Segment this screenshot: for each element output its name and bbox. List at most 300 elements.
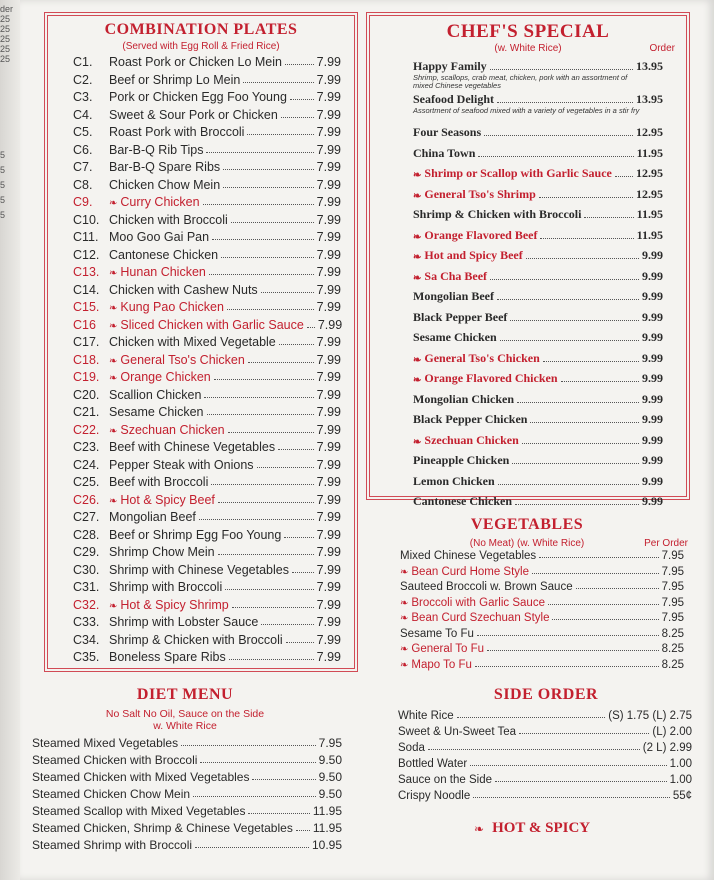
chef-item — [413, 92, 663, 107]
dot-leader — [247, 134, 313, 135]
combination-item — [73, 108, 341, 122]
pepper-icon: ❧ — [413, 375, 422, 386]
diet-section — [20, 684, 350, 874]
chef-item — [413, 289, 663, 304]
side-section — [396, 684, 696, 804]
item-price: 9.99 — [642, 432, 663, 447]
vegetable-item — [400, 612, 684, 624]
item-description: Assortment of seafood mixed with a variety of vegetables in a stir fry — [413, 106, 640, 115]
item-code: C2. — [73, 72, 93, 87]
item-price: 8.25 — [661, 643, 684, 655]
dot-leader — [539, 197, 633, 198]
item-code: C27. — [73, 510, 100, 524]
dot-leader — [223, 169, 314, 170]
dot-leader — [457, 717, 606, 718]
item-name: Crispy Noodle — [398, 790, 471, 802]
side-item — [398, 790, 692, 802]
dot-leader — [296, 830, 310, 831]
dot-leader — [207, 414, 314, 415]
edge-text: 5 — [0, 150, 6, 160]
dot-leader — [539, 557, 658, 558]
dot-leader — [199, 519, 314, 520]
chef-item — [413, 392, 663, 407]
dot-leader — [576, 588, 659, 589]
item-price: 7.99 — [316, 597, 341, 612]
dot-leader — [543, 361, 639, 362]
item-name: Shrimp Chow Mein — [109, 545, 215, 559]
item-price: 9.99 — [642, 371, 663, 385]
item-name: Beef or Shrimp Lo Mein — [109, 72, 241, 87]
combination-item — [73, 388, 341, 402]
item-price: 7.99 — [316, 405, 341, 419]
item-name: Moo Goo Gai Pan — [109, 230, 210, 244]
diet-item — [32, 821, 342, 835]
dot-leader — [495, 781, 667, 782]
dot-leader — [248, 813, 309, 814]
combination-item — [73, 353, 341, 367]
item-price: 7.99 — [316, 195, 341, 209]
item-price: 9.50 — [318, 770, 342, 784]
item-name: Sesame Chicken — [413, 330, 497, 344]
dot-leader — [212, 239, 314, 240]
chef-item — [413, 433, 663, 448]
dot-leader — [615, 176, 633, 177]
item-name: Orange Flavored Chicken — [424, 371, 558, 385]
item-name: Bean Curd Home Style — [411, 565, 530, 578]
dot-leader — [497, 102, 633, 103]
side-item — [398, 726, 692, 738]
edge-text: der — [0, 4, 14, 14]
item-price: 7.99 — [316, 370, 341, 384]
item-price: 7.95 — [661, 581, 684, 593]
chef-order-label: Order — [649, 43, 675, 54]
item-name: General To Fu — [411, 643, 485, 655]
dot-leader — [257, 467, 314, 468]
dot-leader — [285, 64, 314, 65]
dot-leader — [487, 650, 659, 651]
pepper-icon: ❧ — [400, 659, 409, 671]
item-price: 12.95 — [636, 166, 663, 180]
item-price: 12.95 — [636, 186, 663, 201]
item-price: 7.99 — [316, 580, 341, 594]
item-name: Szechuan Chicken — [120, 422, 225, 437]
item-price: 7.99 — [316, 90, 341, 104]
item-code: C28. — [73, 527, 100, 542]
diet-item — [32, 753, 342, 767]
side-item — [398, 758, 692, 770]
dot-leader — [490, 69, 633, 70]
item-name: Four Seasons — [413, 125, 482, 139]
diet-subtitle-1: No Salt No Oil, Sauce on the Side — [105, 708, 265, 720]
item-name: Soda — [398, 742, 425, 754]
edge-text: 25 — [0, 24, 11, 34]
dot-leader — [278, 449, 314, 450]
item-name: Hot & Spicy Beef — [120, 492, 215, 507]
item-code: C17. — [73, 335, 100, 349]
dot-leader — [231, 222, 314, 223]
item-name: Black Pepper Beef — [413, 309, 508, 324]
chef-item — [413, 269, 663, 284]
item-price: 7.99 — [316, 615, 341, 629]
item-price: 9.99 — [642, 248, 663, 262]
diet-subtitle-2: w. White Rice — [153, 720, 217, 732]
dot-leader — [522, 443, 639, 444]
item-name: Sweet & Un-Sweet Tea — [398, 726, 517, 738]
item-price: 7.99 — [316, 300, 341, 314]
edge-text: 5 — [0, 165, 6, 175]
pepper-icon: ❧ — [413, 252, 422, 263]
combination-title: COMBINATION PLATES — [104, 21, 298, 38]
item-code: C9. — [73, 195, 93, 209]
dot-leader — [515, 504, 639, 505]
dot-leader — [195, 847, 309, 848]
vegetable-item — [400, 597, 684, 609]
combination-item — [73, 528, 341, 542]
item-price: 9.99 — [642, 391, 663, 406]
dot-leader — [204, 397, 313, 398]
combination-item — [73, 73, 341, 87]
item-price: 11.95 — [636, 145, 663, 160]
chef-item — [413, 125, 663, 140]
combination-item — [73, 230, 341, 244]
dot-leader — [261, 624, 313, 625]
combination-item — [73, 195, 341, 209]
item-price: 7.99 — [316, 352, 341, 367]
item-price: 7.99 — [316, 212, 341, 227]
item-code: C4. — [73, 107, 93, 122]
item-name: Sauce on the Side — [398, 774, 492, 786]
item-price: 7.95 — [318, 736, 342, 750]
item-price: 7.99 — [316, 422, 341, 437]
chef-item — [413, 351, 663, 366]
item-name: Hunan Chicken — [120, 265, 206, 279]
item-name: Steamed Mixed Vegetables — [32, 736, 179, 750]
item-name: Bar-B-Q Rib Tips — [109, 142, 204, 157]
pepper-icon: ❧ — [413, 190, 422, 202]
combination-item — [73, 160, 341, 174]
dot-leader — [484, 135, 633, 136]
combination-item — [73, 598, 341, 612]
chef-item — [413, 207, 663, 222]
item-name: Chicken Chow Mein — [109, 177, 221, 192]
dot-leader — [232, 607, 314, 608]
combination-item — [73, 650, 341, 664]
dot-leader — [428, 749, 640, 750]
item-price: 7.99 — [316, 562, 341, 577]
dot-leader — [200, 762, 315, 763]
item-name: Sweet & Sour Pork or Chicken — [109, 107, 278, 122]
item-price: 7.99 — [316, 440, 341, 454]
pepper-icon: ❧ — [109, 373, 118, 384]
dot-leader — [218, 554, 314, 555]
side-item — [398, 742, 692, 754]
item-price: 9.99 — [642, 289, 663, 303]
dot-leader — [497, 299, 639, 300]
item-name: Steamed Scallop with Mixed Vegetables — [32, 804, 246, 818]
item-price: 8.25 — [661, 627, 684, 640]
edge-text: 25 — [0, 14, 11, 24]
chef-item — [413, 330, 663, 345]
item-name: Mapo To Fu — [411, 658, 472, 671]
combination-item — [73, 580, 341, 594]
dot-leader — [218, 502, 314, 503]
item-name: Mongolian Beef — [109, 510, 196, 524]
dot-leader — [225, 589, 313, 590]
dot-leader — [517, 402, 639, 403]
item-name: General Tso's Shrimp — [424, 186, 536, 201]
dot-leader — [477, 635, 659, 636]
pepper-icon: ❧ — [474, 821, 485, 836]
item-price: 7.99 — [316, 335, 341, 349]
item-code: C3. — [73, 90, 93, 104]
item-name: Mongolian Beef — [413, 289, 494, 303]
side-item — [398, 774, 692, 786]
item-name: Scallion Chicken — [109, 387, 202, 402]
item-name: Bean Curd Szechuan Style — [411, 612, 550, 624]
vegetables-order-label: Per Order — [644, 538, 688, 549]
item-name: Mixed Chinese Vegetables — [400, 550, 537, 562]
item-price: (S) 1.75 (L) 2.75 — [608, 710, 692, 722]
combination-item — [73, 300, 341, 314]
item-price: 9.99 — [642, 453, 663, 467]
hot-spicy-label: HOT & SPICY — [492, 820, 591, 836]
dot-leader — [473, 797, 670, 798]
item-price: (2 L) 2.99 — [642, 742, 692, 754]
item-price: 1.00 — [669, 758, 692, 770]
dot-leader — [500, 340, 639, 341]
combination-item — [73, 545, 341, 559]
vegetable-item — [400, 643, 684, 655]
vegetable-item — [400, 581, 684, 593]
diet-item — [32, 770, 342, 784]
dot-leader — [540, 238, 633, 239]
pepper-icon: ❧ — [109, 198, 118, 209]
item-name: Shrimp or Scallop with Garlic Sauce — [424, 166, 612, 180]
chef-title: CHEF'S SPECIAL — [446, 21, 610, 42]
item-name: Steamed Chicken, Shrimp & Chinese Vegetables — [32, 821, 293, 835]
pepper-icon: ❧ — [400, 566, 409, 578]
dot-leader — [470, 765, 666, 766]
pepper-icon: ❧ — [109, 495, 118, 507]
item-name: Bottled Water — [398, 758, 468, 770]
item-code: C26. — [73, 492, 100, 507]
dot-leader — [243, 82, 313, 83]
pepper-icon: ❧ — [413, 272, 422, 284]
dot-leader — [221, 257, 314, 258]
chef-special-box — [366, 12, 690, 508]
item-name: Sauteed Broccoli w. Brown Sauce — [400, 581, 573, 593]
pepper-icon: ❧ — [413, 170, 422, 181]
diet-item — [32, 736, 342, 750]
dot-leader — [209, 274, 314, 275]
item-name: Orange Chicken — [120, 370, 211, 384]
dot-leader — [548, 604, 659, 605]
item-code: C13. — [73, 265, 100, 279]
item-price: 9.50 — [318, 753, 342, 767]
dot-leader — [530, 422, 639, 423]
item-price: 7.99 — [316, 650, 341, 664]
pepper-icon: ❧ — [400, 644, 409, 655]
item-price: 7.99 — [316, 107, 341, 122]
item-code: C29. — [73, 545, 100, 559]
item-price: 7.99 — [316, 72, 341, 87]
diet-item — [32, 804, 342, 818]
dot-leader — [292, 572, 314, 573]
item-name: Hot & Spicy Shrimp — [120, 597, 229, 612]
item-price: 7.99 — [316, 282, 341, 297]
pepper-icon: ❧ — [109, 303, 118, 314]
item-description: Shrimp, scallops, crab meat, chicken, pork with an assortment of mixed Chinese vegetables — [413, 73, 628, 90]
combination-item — [73, 265, 341, 279]
combination-item — [73, 493, 341, 507]
item-name: Cantonese Chicken — [413, 494, 513, 508]
item-price: 11.95 — [312, 821, 342, 835]
dot-leader — [223, 187, 313, 188]
vegetable-item — [400, 566, 684, 578]
edge-text: 25 — [0, 54, 11, 64]
dot-leader — [281, 117, 314, 118]
item-price: 7.95 — [661, 565, 684, 578]
item-price: 11.95 — [636, 227, 663, 242]
item-name: Beef with Broccoli — [109, 475, 209, 489]
item-price: 7.95 — [661, 612, 684, 624]
combination-item — [73, 335, 341, 349]
item-code: C1. — [73, 55, 93, 69]
combination-item — [73, 143, 341, 157]
item-name: Bar-B-Q Spare Ribs — [109, 160, 221, 174]
combination-item — [73, 283, 341, 297]
item-price: 7.99 — [316, 247, 341, 262]
item-name: Beef or Shrimp Egg Foo Young — [109, 527, 282, 542]
chef-item — [413, 453, 663, 468]
combination-item — [73, 458, 341, 472]
dot-leader — [478, 156, 633, 157]
dot-leader — [512, 463, 639, 464]
item-price: 12.95 — [636, 125, 663, 139]
left-page-edge — [0, 0, 20, 880]
chef-item — [413, 371, 663, 386]
menu-page — [20, 0, 714, 880]
item-name: Szechuan Chicken — [424, 432, 519, 447]
item-name: Kung Pao Chicken — [120, 300, 224, 314]
item-price: 13.95 — [636, 92, 663, 106]
item-name: Happy Family — [413, 59, 487, 73]
chef-item — [413, 494, 663, 509]
item-code: C16 — [73, 317, 96, 332]
dot-leader — [279, 344, 314, 345]
item-name: Sliced Chicken with Garlic Sauce — [120, 317, 304, 332]
item-price: 7.95 — [661, 550, 684, 562]
item-name: Hot and Spicy Beef — [424, 248, 523, 262]
combination-item — [73, 370, 341, 384]
item-price: 7.99 — [316, 125, 341, 139]
item-name: Shrimp with Chinese Vegetables — [109, 562, 289, 577]
chef-item — [413, 474, 663, 489]
pepper-icon: ❧ — [413, 436, 422, 448]
dot-leader — [552, 619, 658, 620]
diet-title: DIET MENU — [136, 686, 234, 703]
dot-leader — [284, 537, 313, 538]
chef-item — [413, 59, 663, 74]
item-price: 7.99 — [316, 527, 341, 542]
item-code: C23. — [73, 440, 100, 454]
item-price: 7.99 — [316, 632, 341, 647]
vegetable-item — [400, 628, 684, 640]
item-price: 9.99 — [642, 494, 663, 508]
dot-leader — [181, 745, 316, 746]
item-code: C7. — [73, 160, 93, 174]
item-name: General Tso's Chicken — [120, 352, 245, 367]
vegetable-item — [400, 659, 684, 671]
dot-leader — [475, 666, 659, 667]
item-code: C11. — [73, 230, 99, 244]
item-name: Chicken with Broccoli — [109, 212, 228, 227]
item-name: Broccoli with Garlic Sauce — [411, 596, 545, 609]
dot-leader — [193, 796, 316, 797]
pepper-icon: ❧ — [413, 354, 422, 366]
item-price: 9.99 — [642, 473, 663, 488]
combination-item — [73, 633, 341, 647]
item-name: General Tso's Chicken — [424, 350, 540, 365]
item-name: Seafood Delight — [413, 92, 494, 106]
item-name: Steamed Shrimp with Broccoli — [32, 838, 193, 852]
dot-leader — [519, 733, 649, 734]
combination-item — [73, 440, 341, 454]
item-name: Pork or Chicken Egg Foo Young — [109, 90, 287, 104]
item-name: Steamed Chicken with Broccoli — [32, 753, 198, 767]
item-price: (L) 2.00 — [652, 726, 692, 738]
item-code: C25. — [73, 475, 100, 489]
item-code: C21. — [73, 405, 100, 419]
item-name: White Rice — [398, 710, 454, 722]
item-price: 7.99 — [316, 177, 341, 192]
item-price: 9.99 — [642, 350, 663, 365]
diet-item — [32, 838, 342, 852]
combination-item — [73, 510, 341, 524]
edge-text: 5 — [0, 180, 6, 190]
dot-leader — [290, 99, 314, 100]
item-name: China Town — [413, 145, 476, 160]
item-code: C14. — [73, 282, 100, 297]
item-name: Steamed Chicken with Mixed Vegetables — [32, 770, 250, 784]
dot-leader — [526, 258, 639, 259]
item-code: C30. — [73, 562, 100, 577]
item-code: C12. — [73, 247, 100, 262]
item-name: Chicken with Cashew Nuts — [109, 282, 258, 297]
item-code: C20. — [73, 387, 100, 402]
chef-item — [413, 228, 663, 243]
combination-item — [73, 125, 341, 139]
item-name: Orange Flavored Beef — [424, 227, 538, 242]
dot-leader — [532, 573, 659, 574]
dot-leader — [248, 362, 314, 363]
vegetables-subtitle: (No Meat) (w. White Rice) — [469, 538, 585, 549]
dot-leader — [214, 379, 314, 380]
vegetables-section — [366, 514, 688, 674]
chef-item — [413, 248, 663, 263]
vegetable-item — [400, 550, 684, 562]
item-code: C5. — [73, 125, 93, 139]
pepper-icon: ❧ — [109, 600, 118, 612]
combination-item — [73, 405, 341, 419]
item-name: Chicken with Mixed Vegetable — [109, 335, 276, 349]
item-price: 7.99 — [316, 545, 341, 559]
item-code: C24. — [73, 457, 100, 472]
pepper-icon: ❧ — [109, 355, 118, 367]
item-code: C32. — [73, 597, 100, 612]
pepper-icon: ❧ — [109, 425, 118, 437]
item-name: Pineapple Chicken — [413, 453, 510, 467]
